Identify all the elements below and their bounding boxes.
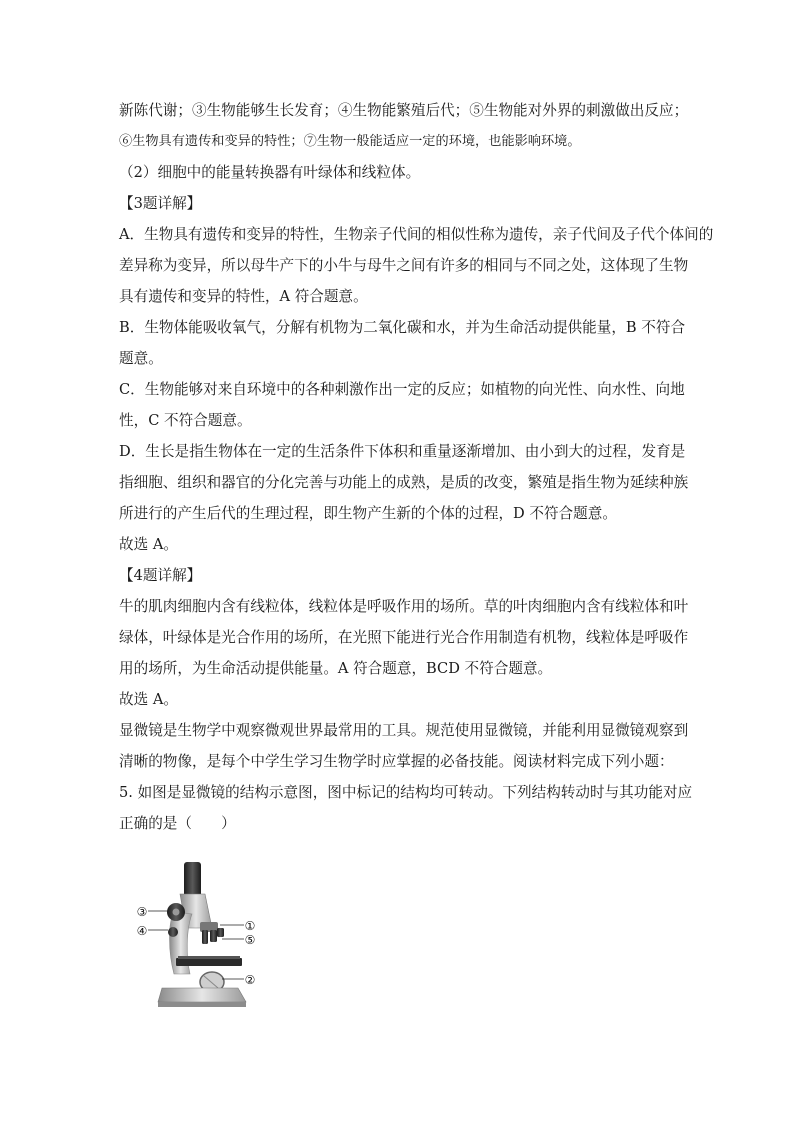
- text-line: 绿体，叶绿体是光合作用的场所，在光照下能进行光合作用制造有机物，线粒体是呼吸作: [119, 629, 689, 646]
- label-4: ④: [136, 924, 148, 938]
- text-line: 差异称为变异，所以母牛产下的小牛与母牛之间有许多的相同与不同之处，这体现了生物: [119, 257, 689, 274]
- microscope-diagram: [128, 862, 268, 1012]
- base-shape: [158, 988, 246, 1002]
- question-text: 5. 如图是显微镜的结构示意图，图中标记的结构均可转动。下列结构转动时与其功能对应: [119, 784, 693, 801]
- text-line: 指细胞、组织和器官的分化完善与功能上的成熟，是质的改变，繁殖是指生物为延续种族: [119, 474, 689, 491]
- text-line: C．生物能够对来自环境中的各种刺激作出一定的反应；如植物的向光性、向水性、向地: [119, 381, 685, 398]
- section-heading: 【3题详解】: [119, 195, 202, 212]
- text-line: 所进行的产生后代的生理过程，即生物产生新的个体的过程，D 不符合题意。: [119, 505, 617, 522]
- text-line: A．生物具有遗传和变异的特性，生物亲子代间的相似性称为遗传，亲子代间及子代个体间的: [119, 226, 714, 243]
- text-line: 题意。: [119, 350, 163, 367]
- text-line: 牛的肌肉细胞内含有线粒体，线粒体是呼吸作用的场所。草的叶肉细胞内含有线粒体和叶: [119, 598, 689, 615]
- text-line: 故选 A。: [119, 536, 178, 553]
- text-line: 新陈代谢；③生物能够生长发育；④生物能繁殖后代；⑤生物能对外界的刺激做出反应；: [119, 102, 689, 119]
- stage-shape: [176, 958, 242, 966]
- label-2: ②: [244, 973, 256, 987]
- eyepiece-shape: [184, 862, 201, 898]
- label-3: ③: [136, 905, 148, 919]
- text-line: 具有遗传和变异的特性，A 符合题意。: [119, 288, 368, 305]
- text-line: 故选 A。: [119, 691, 178, 708]
- text-line: 用的场所，为生命活动提供能量。A 符合题意，BCD 不符合题意。: [119, 660, 553, 677]
- text-line: B．生物体能吸收氧气，分解有机物为二氧化碳和水，并为生命活动提供能量，B 不符合: [119, 319, 686, 336]
- microscope-figure: [128, 862, 268, 1012]
- text-line: 性，C 不符合题意。: [119, 412, 252, 429]
- text-line: ⑥生物具有遗传和变异的特性；⑦生物一般能适应一定的环境，也能影响环境。: [119, 134, 581, 149]
- section-heading: 【4题详解】: [119, 567, 202, 584]
- text-line: 清晰的物像，是每个中学生学习生物学时应掌握的必备技能。阅读材料完成下列小题：: [119, 753, 674, 770]
- label-5: ⑤: [244, 933, 256, 947]
- label-1: ①: [244, 919, 256, 933]
- fine-focus-knob-shape: [168, 927, 178, 937]
- text-line: 显微镜是生物学中观察微观世界最常用的工具。规范使用显微镜，并能利用显微镜观察到: [119, 722, 689, 739]
- text-line: （2）细胞中的能量转换器有叶绿体和线粒体。: [119, 164, 421, 181]
- text-line: D．生长是指生物体在一定的生活条件下体积和重量逐渐增加、由小到大的过程，发育是: [119, 443, 686, 460]
- question-text: 正确的是（ ）: [119, 815, 236, 832]
